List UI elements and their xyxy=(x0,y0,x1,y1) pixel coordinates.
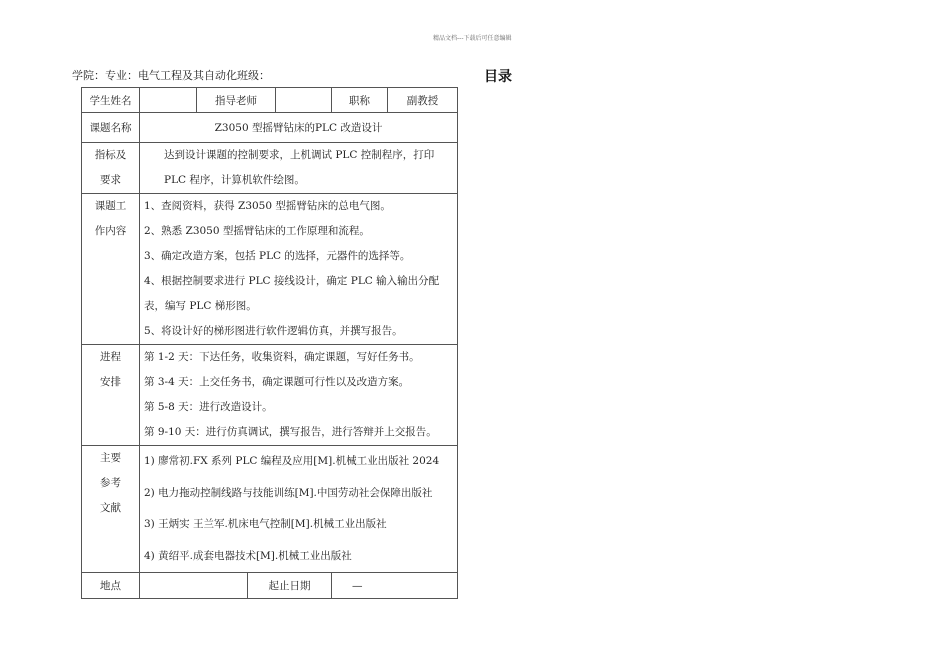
row-topic xyxy=(82,113,458,143)
reference-item: 2) 电力拖动控制线路与技能训练[M].中国劳动社会保障出版社 xyxy=(144,486,433,499)
row-work xyxy=(82,194,458,345)
schedule-line: 第 3-4 天：上交任务书，确定课题可行性以及改造方案。 xyxy=(144,376,410,388)
requirements-line: 达到设计课题的控制要求，上机调试 PLC 控制程序，打印 xyxy=(164,149,435,161)
row-location-dates xyxy=(82,573,458,599)
schedule-label-line: 安排 xyxy=(100,376,121,388)
requirements-label-line: 要求 xyxy=(100,174,121,186)
row-references xyxy=(82,446,458,573)
requirements-label xyxy=(82,143,140,194)
requirements-line: PLC 程序，计算机软件绘图。 xyxy=(164,174,305,186)
references-content xyxy=(140,446,458,573)
reference-item: 4) 黄绍平.成套电器技术[M].机械工业出版社 xyxy=(144,549,352,562)
title-value: 副教授 xyxy=(388,88,458,113)
topic-value: Z3050 型摇臂钻床的PLC 改造设计 xyxy=(140,113,458,143)
schedule-label-line: 进程 xyxy=(100,351,121,363)
schedule-line: 第 1-2 天：下达任务，收集资料，确定课题，写好任务书。 xyxy=(144,351,420,363)
schedule-label xyxy=(82,345,140,446)
schedule-line: 第 9-10 天：进行仿真调试，撰写报告，进行答辩并上交报告。 xyxy=(144,426,437,438)
dates-value: — xyxy=(332,573,458,599)
references-label-line: 主要 xyxy=(100,452,121,464)
advisor-label: 指导老师 xyxy=(196,87,276,113)
requirements-text xyxy=(140,143,458,194)
requirements-label-line: 指标及 xyxy=(94,149,127,161)
title-label: 职称 xyxy=(332,88,388,113)
references-label-line: 参考 xyxy=(100,477,121,489)
work-line: 3、确定改造方案，包括 PLC 的选择，元器件的选择等。 xyxy=(144,250,411,262)
schedule-content xyxy=(140,345,458,446)
work-line: 4、根据控制要求进行 PLC 接线设计，确定 PLC 输入输出分配 xyxy=(144,275,440,287)
work-label-line: 作内容 xyxy=(94,225,127,237)
reference-item: 1) 廖常初.FX 系列 PLC 编程及应用[M].机械工业出版社 2024 xyxy=(144,455,440,467)
work-line: 1、查阅资料，获得 Z3050 型摇臂钻床的总电气图。 xyxy=(144,200,391,212)
references-label-line: 文献 xyxy=(100,502,121,514)
location-label: 地点 xyxy=(82,573,140,599)
work-label-line: 课题工 xyxy=(94,200,127,212)
schedule-line: 第 5-8 天：进行改造设计。 xyxy=(144,401,273,413)
student-name-label: 学生姓名 xyxy=(82,88,140,113)
work-line: 2、熟悉 Z3050 型摇臂钻床的工作原理和流程。 xyxy=(144,225,370,237)
advisor-value xyxy=(275,88,332,113)
reference-item: 3) 王炳实 王兰军.机床电气控制[M].机械工业出版社 xyxy=(144,518,387,530)
work-label xyxy=(82,194,140,345)
work-line: 5、将设计好的梯形图进行软件逻辑仿真，并撰写报告。 xyxy=(144,325,403,337)
row-requirements xyxy=(82,143,458,194)
dates-label: 起止日期 xyxy=(248,573,332,599)
work-content xyxy=(140,194,458,345)
task-book-table xyxy=(81,87,458,599)
references-label xyxy=(82,446,140,573)
toc-title: 目录 xyxy=(484,69,512,85)
location-value xyxy=(140,573,248,599)
document-watermark: 精品文档---下载后可任意编辑 xyxy=(433,35,512,42)
row-schedule xyxy=(82,345,458,446)
topic-label: 课题名称 xyxy=(82,113,140,143)
header-info-line: 学院：专业：电气工程及其自动化班级： xyxy=(72,69,270,82)
work-line: 表，编写 PLC 梯形图。 xyxy=(144,300,257,312)
